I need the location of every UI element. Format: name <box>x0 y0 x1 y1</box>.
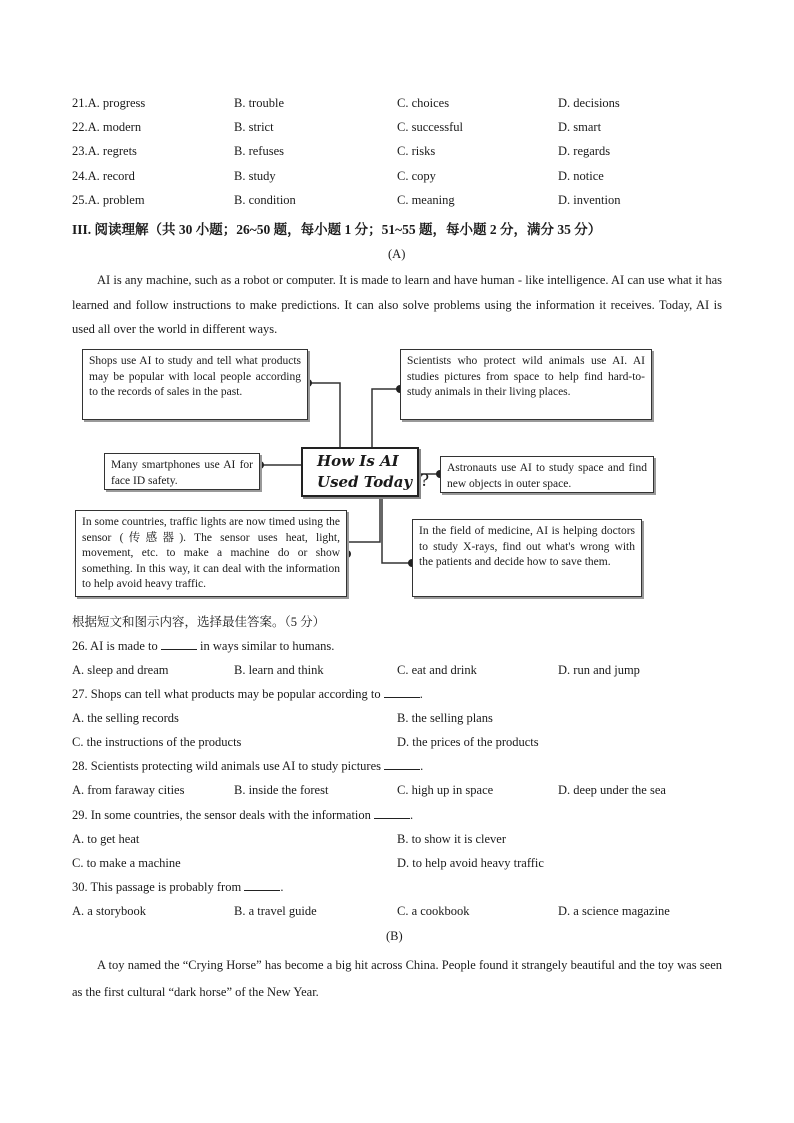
question-stem-end: . <box>280 880 284 894</box>
question-stem-text: 30. This passage is probably from <box>72 880 242 894</box>
question-stem-end: in ways similar to humans. <box>200 639 335 653</box>
question-number: 23. <box>72 144 88 158</box>
option-a[interactable]: A. a storybook <box>72 904 146 918</box>
scientists-box: Scientists who protect wild animals use AI. AI studies pictures from space to help find hard-to-study animals in their living places. <box>400 349 652 420</box>
option-d: D. decisions <box>558 96 620 110</box>
question-mark: ? <box>420 471 430 491</box>
traffic-box: In some countries, traffic lights are now timed using the sensor (传感器). The sensor uses heat, light, movement, etc. to make a machine do or show something. In this way, it can deal with the information to help avoid heavy traffic. <box>75 510 347 597</box>
question-stem-text: 28. Scientists protecting wild animals use AI to study pictures <box>72 759 381 773</box>
option-a[interactable]: A. the selling records <box>72 711 179 725</box>
option-b[interactable]: B. a travel guide <box>234 904 317 918</box>
option-a <box>72 120 141 135</box>
option-b[interactable]: B. to show it is clever <box>397 832 507 846</box>
option-d: D. invention <box>558 193 621 207</box>
instruction: 根据短文和图示内容，选择最佳答案。（5 分） <box>72 615 326 629</box>
question-stem <box>72 759 423 774</box>
option-a-text: A. problem <box>87 193 145 207</box>
question-stem-text: 29. In some countries, the sensor deals with the information <box>72 808 371 822</box>
option-c: C. copy <box>397 169 436 183</box>
option-c: C. successful <box>397 120 463 134</box>
option-a[interactable]: A. to get heat <box>72 832 140 846</box>
astronauts-box: Astronauts use AI to study space and find new objects in outer space. <box>440 456 654 493</box>
section-heading: III. 阅读理解（共 30 小题；26~50 题，每小题 1 分；51~55 题，每小题 2 分，满分 35 分） <box>72 222 602 237</box>
option-b: B. trouble <box>234 96 284 110</box>
option-c: C. meaning <box>397 193 455 207</box>
answer-blank <box>244 880 280 891</box>
option-a <box>72 193 145 208</box>
option-b: B. refuses <box>234 144 284 158</box>
option-b: B. condition <box>234 193 296 207</box>
question-stem-end: . <box>420 759 424 773</box>
option-a[interactable]: A. sleep and dream <box>72 663 169 677</box>
option-a-text: A. regrets <box>87 144 137 158</box>
option-b: B. study <box>234 169 276 183</box>
option-b[interactable]: B. the selling plans <box>397 711 493 725</box>
option-a-text: A. progress <box>87 96 146 110</box>
option-b[interactable]: B. learn and think <box>234 663 324 677</box>
question-number: 21. <box>72 96 88 110</box>
option-c[interactable]: C. eat and drink <box>397 663 477 677</box>
question-stem <box>72 808 413 823</box>
answer-blank <box>161 639 197 650</box>
medicine-box: In the field of medicine, AI is helping doctors to study X-rays, find out what's wrong with the patients and decide how to save them. <box>412 519 642 597</box>
answer-blank <box>384 687 420 698</box>
option-d[interactable]: D. a science magazine <box>558 904 670 918</box>
option-d: D. regards <box>558 144 611 158</box>
question-number: 22. <box>72 120 88 134</box>
question-stem <box>72 880 283 895</box>
question-stem-end: . <box>419 687 423 701</box>
passage-text: A toy named the “Crying Horse” has become a big hit across China. People found it strangely beautiful and the toy was seen as the first cultural “dark horse” of the New Year. <box>72 958 722 999</box>
option-d: D. smart <box>558 120 602 134</box>
diagram-title-line2: Used Today <box>317 473 413 491</box>
question-stem <box>72 687 423 702</box>
passage-label: (A) <box>388 247 406 261</box>
option-c: C. risks <box>397 144 436 158</box>
answer-blank <box>374 808 410 819</box>
option-a-text: A. modern <box>87 120 142 134</box>
question-stem-text: 26. AI is made to <box>72 639 158 653</box>
diagram-title <box>301 447 419 497</box>
shops-box: Shops use AI to study and tell what products may be popular with local people according to the records of sales in the past. <box>82 349 308 420</box>
option-c[interactable]: C. to make a machine <box>72 856 181 870</box>
question-stem-text: 27. Shops can tell what products may be popular according to <box>72 687 381 701</box>
option-c[interactable]: C. high up in space <box>397 783 494 797</box>
option-a <box>72 144 137 159</box>
option-a-text: A. record <box>87 169 135 183</box>
ai-uses-diagram <box>72 343 722 603</box>
answer-blank <box>384 759 420 770</box>
option-a <box>72 96 145 111</box>
option-d: D. notice <box>558 169 604 183</box>
question-number: 24. <box>72 169 88 183</box>
option-a <box>72 169 135 184</box>
question-number: 25. <box>72 193 88 207</box>
option-b: B. strict <box>234 120 274 134</box>
question-stem <box>72 639 334 654</box>
passage-text: AI is any machine, such as a robot or computer. It is made to learn and have human - like intelligence. AI can use what it has learned and follow instructions to make predictions. It can also solve problems using the information it receives. Today, AI is used all over the world in different ways. <box>72 273 722 336</box>
smartphones-box: Many smartphones use AI for face ID safety. <box>104 453 260 490</box>
option-c: C. choices <box>397 96 450 110</box>
option-d[interactable]: D. the prices of the products <box>397 735 539 749</box>
option-d[interactable]: D. deep under the sea <box>558 783 666 797</box>
option-c[interactable]: C. the instructions of the products <box>72 735 242 749</box>
option-a[interactable]: A. from faraway cities <box>72 783 185 797</box>
option-d[interactable]: D. run and jump <box>558 663 640 677</box>
passage-label: (B) <box>386 929 403 943</box>
option-b[interactable]: B. inside the forest <box>234 783 329 797</box>
diagram-title-line1: How Is AI <box>317 452 399 470</box>
option-c[interactable]: C. a cookbook <box>397 904 470 918</box>
question-stem-end: . <box>410 808 414 822</box>
option-d[interactable]: D. to help avoid heavy traffic <box>397 856 544 870</box>
